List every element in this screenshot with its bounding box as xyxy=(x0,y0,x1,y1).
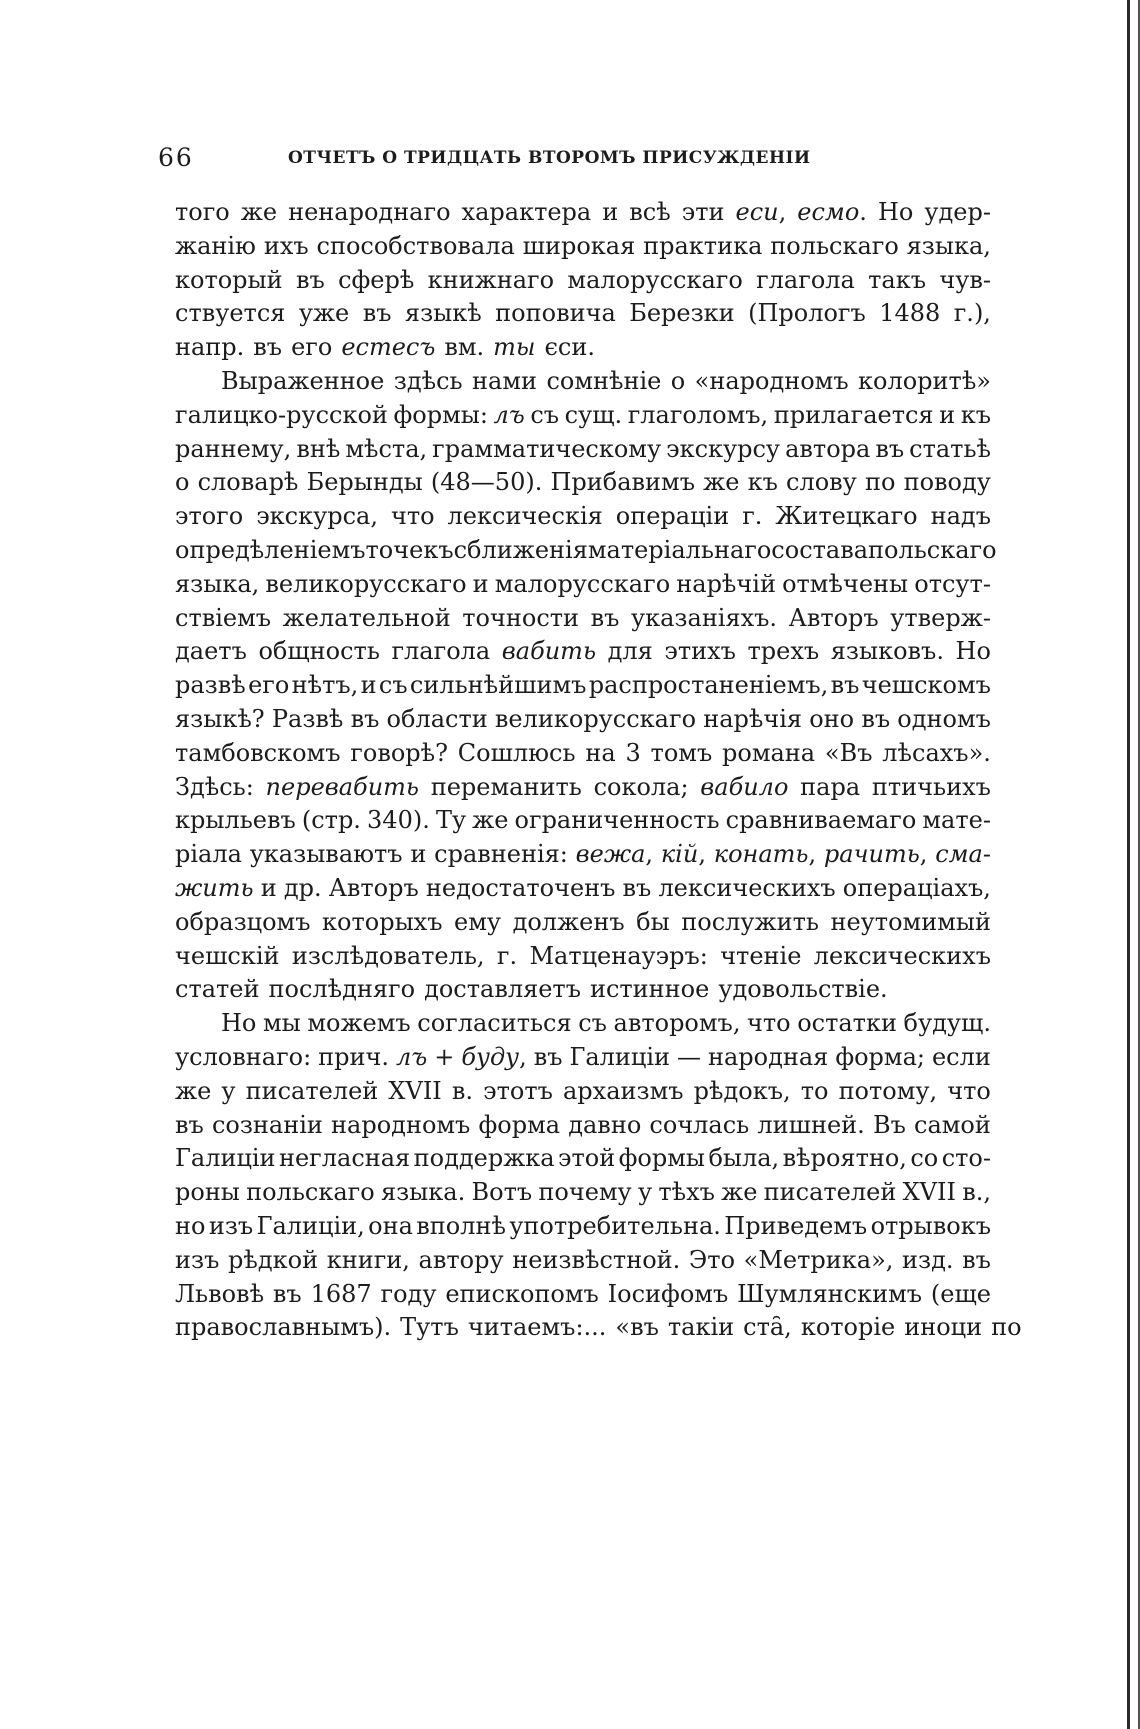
text-line: крыльевъ (стр. 340). Ту же ограниченность сравниваемаго мате- xyxy=(175,806,991,835)
text-line: тамбовскомъ говорѣ? Сошлюсь на 3 томъ романа «Въ лѣсахъ». xyxy=(175,738,991,767)
text-line: напр. въ его естесъ вм. ты єси. xyxy=(175,333,595,362)
text-line: о словарѣ Берынды (48—50). Прибавимъ же къ слову по поводу xyxy=(175,468,991,497)
text-line: Но мы можемъ согласиться съ авторомъ, что остатки будущ. xyxy=(221,1009,991,1038)
text-line: раннему, внѣ мѣста, грамматическому экскурсу автора въ статьѣ xyxy=(175,434,991,463)
text-line: который въ сферѣ книжнаго малорусскаго глагола такъ чув- xyxy=(175,265,991,294)
page-number: 66 xyxy=(158,143,194,172)
text-line: изъ рѣдкой книги, автору неизвѣстной. Это «Метрика», изд. въ xyxy=(175,1245,991,1274)
paragraph xyxy=(175,365,997,1007)
text-line: языка, великорусскаго и малорусскаго нарѣчій отмѣчены отсут- xyxy=(175,569,991,598)
text-line: языкѣ? Развѣ въ области великорусскаго нарѣчія оно въ одномъ xyxy=(175,704,991,733)
text-line: статей послѣдняго доставляетъ истинное удовольствіе. xyxy=(175,975,888,1004)
text-line: ріала указываютъ и сравненія: вежа, кій, конать, рачить, сма- xyxy=(175,840,991,869)
text-line: православнымъ). Тутъ читаемъ:... «въ такіи ста̑, которіе иноци по xyxy=(175,1313,1022,1342)
text-line: ствуется уже въ языкѣ поповича Березки (Прологъ 1488 г.), xyxy=(175,299,991,328)
text-line: жанію ихъ способствовала широкая практика польскаго языка, xyxy=(175,231,991,260)
text-line: жить и др. Авторъ недостаточенъ въ лексическихъ операціахъ, xyxy=(175,873,991,902)
text-line: Галиціи негласная поддержка этой формы была, вѣроятно, со сто- xyxy=(175,1144,991,1173)
text-line: ствіемъ желательной точности въ указаніяхъ. Авторъ утверж- xyxy=(175,603,991,632)
text-line: но изъ Галиціи, она вполнѣ употребительна. Приведемъ отрывокъ xyxy=(175,1211,991,1240)
text-line: Выраженное здѣсь нами сомнѣніе о «народномъ колоритѣ» xyxy=(221,366,991,395)
text-line: опредѣленіемъ точекъ сближенія матеріальнаго состава польскаго xyxy=(175,535,997,564)
text-line: же у писателей XVII в. этотъ архаизмъ рѣдокъ, то потому, что xyxy=(175,1076,991,1105)
text-line: даетъ общность глагола вабить для этихъ трехъ языковъ. Но xyxy=(175,637,991,666)
paragraph xyxy=(175,196,991,365)
running-title: ОТЧЕТЪ О ТРИДЦАТЬ ВТОРОМЪ ПРИСУЖДЕНІИ xyxy=(288,148,811,168)
text-line: Львовѣ въ 1687 году епископомъ Іосифомъ Шумлянскимъ (еще xyxy=(175,1279,991,1308)
text-line: чешскій изслѣдователь, г. Матценауэръ: чтеніе лексическихъ xyxy=(175,941,991,970)
text-line: того же ненароднаго характера и всѣ эти еси, есмо. Но удер- xyxy=(175,198,991,226)
page-header xyxy=(158,143,990,179)
text-line: роны польскаго языка. Вотъ почему у тѣхъ же писателей XVII в., xyxy=(175,1178,991,1207)
text-line: Здѣсь: перевабить переманить сокола; вабило пара птичьихъ xyxy=(175,772,991,801)
text-line: галицко-русской формы: лъ съ сущ. глаголомъ, прилагается и къ xyxy=(175,400,991,429)
text-line: въ сознаніи народномъ форма давно сочлась лишней. Въ самой xyxy=(175,1110,991,1139)
text-line: развѣ его нѣтъ, и съ сильнѣйшимъ распростаненіемъ, въ чешскомъ xyxy=(175,671,991,700)
body-text xyxy=(175,196,1022,1345)
paragraph xyxy=(175,1007,1022,1345)
page-edge-line xyxy=(1127,0,1130,1729)
text-line: этого экскурса, что лексическія операціи г. Житецкаго надъ xyxy=(175,502,991,531)
text-line: условнаго: прич. лъ + буду, въ Галиціи — народная форма; если xyxy=(175,1042,991,1071)
text-line: образцомъ которыхъ ему долженъ бы послужить неутомимый xyxy=(175,907,991,936)
